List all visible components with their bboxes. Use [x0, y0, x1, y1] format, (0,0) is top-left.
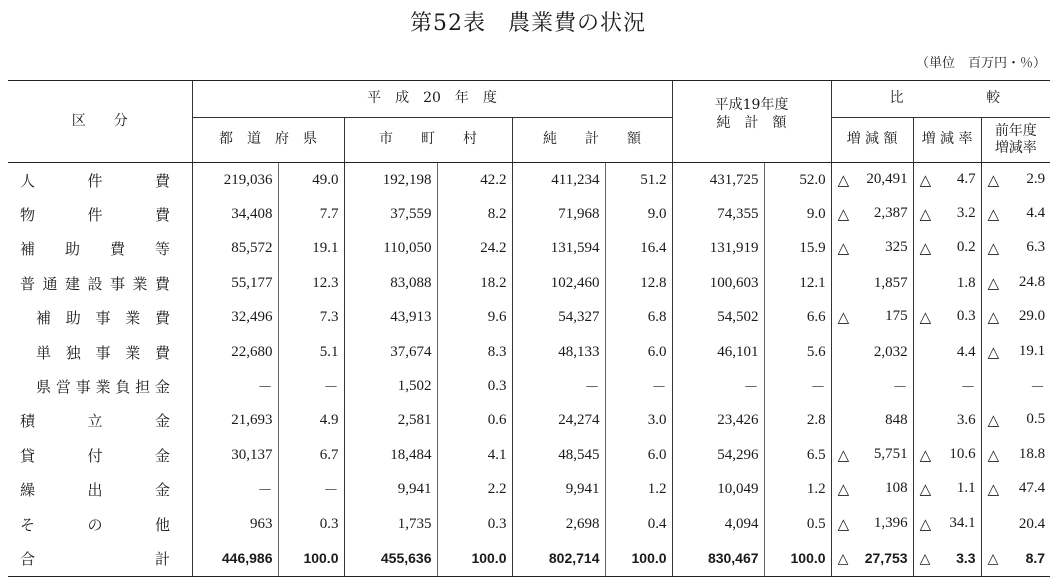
cell-pref-pct: 49.0: [278, 163, 344, 198]
cell-rate: －: [913, 369, 981, 403]
table-row: [8, 301, 1050, 335]
header-municipalities: 市 町 村: [344, 118, 512, 163]
cell-muni-amt: 37,559: [344, 197, 437, 231]
cell-h19-amt: 23,426: [672, 404, 764, 438]
table-row: [8, 335, 1050, 369]
cell-muni-pct: 0.6: [437, 404, 512, 438]
decrease-mark: [914, 412, 920, 429]
decrease-mark: [914, 376, 920, 397]
decrease-mark: △: [987, 275, 1000, 292]
decrease-mark: △: [919, 207, 932, 224]
cell-net-pct: 6.0: [605, 335, 672, 369]
cell-pref-amt: 32,496: [192, 301, 278, 335]
decrease-mark: △: [919, 447, 932, 464]
decrease-mark: △: [837, 207, 850, 224]
cell-prev: △ 24.8: [981, 266, 1050, 300]
cell-muni-pct: 8.2: [437, 197, 512, 231]
row-label: 合 計: [8, 541, 192, 576]
cell-prev: －: [981, 369, 1050, 403]
cell-h19-amt: 431,725: [672, 163, 764, 198]
row-label: 単 独 事 業 費: [36, 343, 170, 362]
decrease-mark: △: [987, 310, 1000, 327]
decrease-mark: △: [987, 447, 1000, 464]
decrease-mark: △: [837, 241, 850, 258]
cell-prev: △ 29.0: [981, 301, 1050, 335]
decrease-mark: △: [837, 549, 849, 566]
cell-muni-pct: 2.2: [437, 473, 512, 507]
header-prev-change-rate: 前年度 増減率: [981, 118, 1050, 163]
row-label: 繰 出 金: [20, 481, 170, 500]
cell-h19-pct: 1.2: [764, 473, 831, 507]
cell-net-amt: 131,594: [512, 232, 605, 266]
cell-net-pct: 16.4: [605, 232, 672, 266]
cell-h19-amt: 830,467: [672, 541, 764, 576]
cell-chg-amt: △ 27,753: [831, 541, 913, 576]
cell-h19-pct: 6.5: [764, 438, 831, 472]
decrease-mark: △: [837, 516, 850, 533]
table-row: [8, 404, 1050, 438]
cell-h19-amt: －: [672, 369, 764, 403]
row-label: 補 助 費 等: [20, 240, 170, 259]
header-prefectures: 都 道 府 県: [192, 118, 344, 163]
header-category: 区 分: [8, 81, 192, 163]
table-number: 第52表: [409, 11, 486, 36]
decrease-mark: △: [919, 172, 932, 189]
decrease-mark: [832, 376, 838, 397]
cell-muni-amt: 18,484: [344, 438, 437, 472]
cell-chg-amt: △ 175: [831, 301, 913, 335]
cell-prev: △ 8.7: [981, 541, 1050, 576]
decrease-mark: △: [987, 241, 1000, 258]
cell-h19-pct: 15.9: [764, 232, 831, 266]
decrease-mark: △: [919, 241, 932, 258]
cell-h19-pct: 2.8: [764, 404, 831, 438]
cell-net-pct: 51.2: [605, 163, 672, 198]
cell-pref-amt: －: [192, 473, 278, 507]
cell-net-pct: 3.0: [605, 404, 672, 438]
cell-net-amt: 802,714: [512, 541, 605, 576]
decrease-mark: △: [919, 310, 932, 327]
cell-muni-amt: 9,941: [344, 473, 437, 507]
cell-net-pct: 1.2: [605, 473, 672, 507]
cell-pref-amt: 219,036: [192, 163, 278, 198]
cell-h19-amt: 74,355: [672, 197, 764, 231]
cell-h19-amt: 54,296: [672, 438, 764, 472]
cell-rate: 4.4: [913, 335, 981, 369]
cell-net-amt: －: [512, 369, 605, 403]
cell-h19-amt: 10,049: [672, 473, 764, 507]
decrease-mark: [832, 344, 838, 361]
cell-muni-pct: 0.3: [437, 369, 512, 403]
table-row: [8, 232, 1050, 266]
decrease-mark: △: [987, 207, 1000, 224]
cell-chg-amt: △ 20,491: [831, 163, 913, 198]
header-heisei20: 平 成 20 年 度: [192, 81, 672, 118]
decrease-mark: [982, 376, 988, 397]
cell-rate: △ 4.7: [913, 163, 981, 198]
cell-muni-amt: 37,674: [344, 335, 437, 369]
table-row: [8, 507, 1050, 541]
cell-net-pct: 100.0: [605, 541, 672, 576]
cell-h19-pct: 100.0: [764, 541, 831, 576]
cell-pref-amt: 22,680: [192, 335, 278, 369]
cell-h19-pct: 9.0: [764, 197, 831, 231]
decrease-mark: △: [987, 344, 1000, 361]
cell-muni-pct: 18.2: [437, 266, 512, 300]
cell-muni-amt: 83,088: [344, 266, 437, 300]
decrease-mark: [982, 516, 988, 533]
cell-pref-pct: 0.3: [278, 507, 344, 541]
row-label: 補 助 事 業 費: [36, 309, 170, 328]
decrease-mark: △: [987, 413, 1000, 430]
cell-rate: △ 3.2: [913, 197, 981, 231]
cell-pref-amt: －: [192, 369, 278, 403]
cell-net-amt: 2,698: [512, 507, 605, 541]
cell-muni-amt: 110,050: [344, 232, 437, 266]
cell-rate: △ 0.3: [913, 301, 981, 335]
decrease-mark: △: [837, 482, 850, 499]
decrease-mark: △: [987, 172, 1000, 189]
cell-pref-pct: 12.3: [278, 266, 344, 300]
cell-muni-pct: 100.0: [437, 541, 512, 576]
cell-chg-amt: －: [831, 369, 913, 403]
decrease-mark: △: [837, 447, 850, 464]
decrease-mark: △: [919, 516, 932, 533]
cell-prev: △ 18.8: [981, 438, 1050, 472]
table-row: [8, 266, 1050, 300]
table-body: [8, 163, 1050, 577]
cell-net-amt: 54,327: [512, 301, 605, 335]
row-label: 物 件 費: [20, 206, 170, 225]
decrease-mark: [832, 275, 838, 292]
row-label: そ の 他: [20, 515, 170, 534]
table-row: [8, 438, 1050, 472]
agriculture-expense-table: [8, 80, 1050, 577]
cell-rate: 1.8: [913, 266, 981, 300]
cell-net-amt: 24,274: [512, 404, 605, 438]
table-row: [8, 541, 1050, 576]
cell-pref-pct: 6.7: [278, 438, 344, 472]
cell-h19-pct: 0.5: [764, 507, 831, 541]
cell-muni-pct: 8.3: [437, 335, 512, 369]
decrease-mark: [832, 412, 838, 429]
cell-h19-pct: 6.6: [764, 301, 831, 335]
cell-net-pct: 9.0: [605, 197, 672, 231]
cell-chg-amt: △ 108: [831, 473, 913, 507]
cell-chg-amt: △ 1,396: [831, 507, 913, 541]
cell-pref-pct: －: [278, 473, 344, 507]
cell-pref-pct: 7.3: [278, 301, 344, 335]
cell-prev: △ 0.5: [981, 404, 1050, 438]
cell-net-amt: 411,234: [512, 163, 605, 198]
cell-pref-amt: 30,137: [192, 438, 278, 472]
decrease-mark: △: [837, 172, 850, 189]
page-title: [0, 6, 1056, 37]
cell-prev: △ 2.9: [981, 163, 1050, 198]
cell-pref-pct: －: [278, 369, 344, 403]
cell-prev: △ 47.4: [981, 473, 1050, 507]
cell-muni-amt: 2,581: [344, 404, 437, 438]
cell-net-amt: 48,133: [512, 335, 605, 369]
cell-muni-amt: 1,735: [344, 507, 437, 541]
header-comparison: 比 較: [831, 81, 1050, 118]
cell-muni-pct: 4.1: [437, 438, 512, 472]
cell-pref-amt: 55,177: [192, 266, 278, 300]
cell-pref-amt: 34,408: [192, 197, 278, 231]
cell-h19-pct: －: [764, 369, 831, 403]
table-row: [8, 369, 1050, 403]
cell-muni-amt: 192,198: [344, 163, 437, 198]
cell-h19-pct: 52.0: [764, 163, 831, 198]
cell-rate: △ 34.1: [913, 507, 981, 541]
decrease-mark: △: [987, 482, 1000, 499]
row-label: 県 営 事 業 負 担 金: [36, 378, 170, 397]
cell-chg-amt: 1,857: [831, 266, 913, 300]
decrease-mark: △: [837, 310, 850, 327]
cell-muni-amt: 43,913: [344, 301, 437, 335]
cell-chg-amt: △ 2,387: [831, 197, 913, 231]
cell-h19-pct: 12.1: [764, 266, 831, 300]
header-net-total: 純 計 額: [512, 118, 672, 163]
unit-note: （単位 百万円・％）: [915, 56, 1046, 71]
row-label: 普 通 建 設 事 業 費: [20, 274, 170, 293]
cell-chg-amt: 848: [831, 404, 913, 438]
cell-rate: △ 10.6: [913, 438, 981, 472]
cell-muni-pct: 24.2: [437, 232, 512, 266]
decrease-mark: △: [919, 482, 932, 499]
cell-prev: △ 4.4: [981, 197, 1050, 231]
cell-pref-amt: 446,986: [192, 541, 278, 576]
cell-h19-amt: 46,101: [672, 335, 764, 369]
header-change-amount: 増 減 額: [831, 118, 913, 163]
cell-muni-amt: 455,636: [344, 541, 437, 576]
cell-prev: 20.4: [981, 507, 1050, 541]
row-label: 積 立 金: [20, 412, 170, 431]
cell-h19-amt: 131,919: [672, 232, 764, 266]
cell-rate: △ 1.1: [913, 473, 981, 507]
decrease-mark: △: [919, 549, 931, 566]
cell-muni-pct: 0.3: [437, 507, 512, 541]
cell-pref-pct: 100.0: [278, 541, 344, 576]
cell-pref-amt: 963: [192, 507, 278, 541]
cell-net-pct: 12.8: [605, 266, 672, 300]
cell-pref-pct: 5.1: [278, 335, 344, 369]
cell-rate: 3.6: [913, 404, 981, 438]
cell-net-pct: 0.4: [605, 507, 672, 541]
cell-net-pct: －: [605, 369, 672, 403]
row-label: 人 件 費: [20, 171, 170, 190]
table-subject: 農業費の状況: [507, 11, 646, 36]
cell-muni-pct: 9.6: [437, 301, 512, 335]
table-row: [8, 163, 1050, 198]
cell-pref-pct: 19.1: [278, 232, 344, 266]
cell-h19-amt: 100,603: [672, 266, 764, 300]
cell-pref-pct: 7.7: [278, 197, 344, 231]
cell-chg-amt: 2,032: [831, 335, 913, 369]
cell-net-amt: 102,460: [512, 266, 605, 300]
header-heisei19: 平成19年度 純 計 額: [672, 81, 831, 163]
row-label: 貸 付 金: [20, 446, 170, 465]
cell-muni-pct: 42.2: [437, 163, 512, 198]
cell-chg-amt: △ 5,751: [831, 438, 913, 472]
cell-net-amt: 9,941: [512, 473, 605, 507]
cell-net-amt: 48,545: [512, 438, 605, 472]
decrease-mark: △: [987, 549, 999, 566]
cell-pref-amt: 21,693: [192, 404, 278, 438]
cell-prev: △ 19.1: [981, 335, 1050, 369]
cell-net-pct: 6.0: [605, 438, 672, 472]
header-change-rate: 増 減 率: [913, 118, 981, 163]
cell-rate: △ 0.2: [913, 232, 981, 266]
decrease-mark: [914, 344, 920, 361]
cell-chg-amt: △ 325: [831, 232, 913, 266]
cell-pref-amt: 85,572: [192, 232, 278, 266]
cell-pref-pct: 4.9: [278, 404, 344, 438]
cell-prev: △ 6.3: [981, 232, 1050, 266]
cell-h19-amt: 54,502: [672, 301, 764, 335]
cell-h19-pct: 5.6: [764, 335, 831, 369]
decrease-mark: [914, 275, 920, 292]
cell-h19-amt: 4,094: [672, 507, 764, 541]
cell-net-pct: 6.8: [605, 301, 672, 335]
table-row: [8, 197, 1050, 231]
table-row: [8, 473, 1050, 507]
cell-net-amt: 71,968: [512, 197, 605, 231]
cell-rate: △ 3.3: [913, 541, 981, 576]
cell-muni-amt: 1,502: [344, 369, 437, 403]
